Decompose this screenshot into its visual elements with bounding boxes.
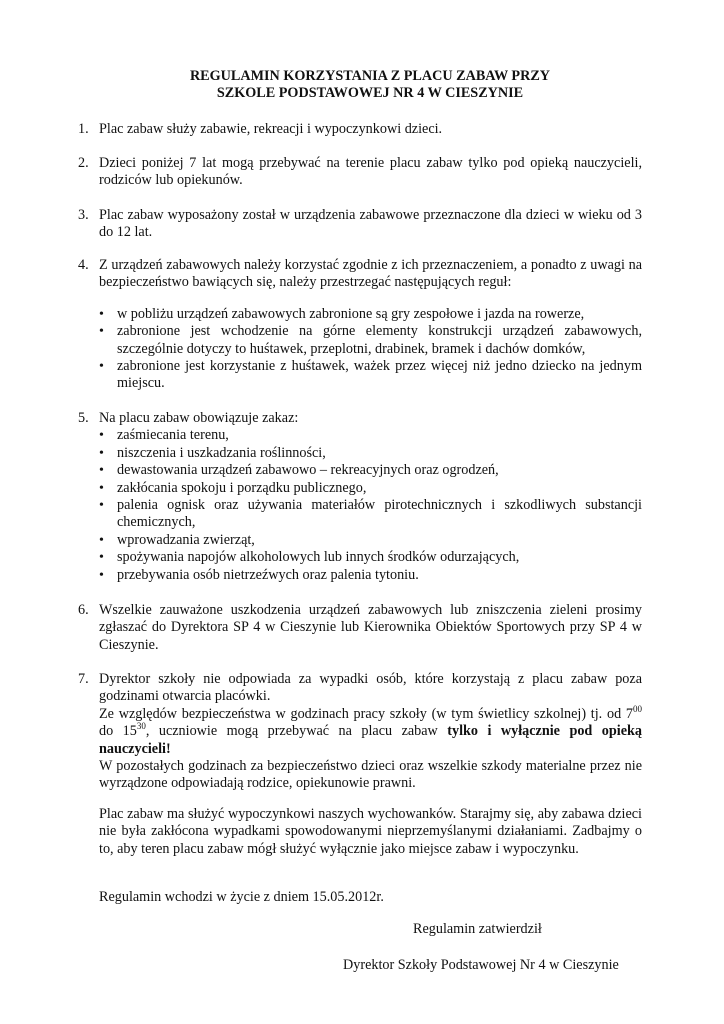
rule-item-7 [72, 671, 642, 793]
bullet-item: • przebywania osób nietrzeźwych oraz palenia tytoniu. [99, 567, 642, 584]
bullet-item: • zakłócania spokoju i porządku publicznego, [99, 480, 642, 497]
rule-text: Z urządzeń zabawowych należy korzystać zgodnie z ich przeznaczeniem, a ponadto z uwagi na bezpieczeństwo bawiących się, należy przestrzegać następujących reguł: [99, 257, 642, 291]
bullet-item: • wprowadzania zwierząt, [99, 532, 642, 549]
rule-number: 6. [78, 602, 89, 618]
rule-5-bullet-list [99, 427, 642, 584]
rule-number: 1. [78, 121, 89, 137]
bullet-item: • palenia ognisk oraz używania materiałów pirotechnicznych i szkodliwych substancji chemicznych, [99, 497, 642, 532]
rule-text: Na placu zabaw obowiązuje zakaz: [99, 410, 299, 426]
rule-item-3 [72, 207, 642, 242]
rule-7-paragraph-2: Ze względów bezpieczeństwa w godzinach pracy szkoły (w tym świetlicy szkolnej) tj. od $7^{00}$ do $15^{30}$, uczniowie mogą przebywać na placu zabaw tylko i wyłącznie pod opieką nauczycieli! [99, 703, 642, 757]
rule-number: 7. [78, 671, 89, 687]
approval-label: Regulamin zatwierdził [413, 921, 542, 937]
title-line-2: SZKOLE PODSTAWOWEJ NR 4 W CIESZYNIE [216, 85, 524, 102]
bullet-item: • w pobliżu urządzeń zabawowych zabronione są gry zespołowe i jazda na rowerze, [99, 306, 642, 323]
rule-7-paragraph-1: Dyrektor szkoły nie odpowiada za wypadki osób, które korzystają z placu zabaw poza godzinami otwarcia placówki. [99, 671, 642, 705]
rule-text: Plac zabaw służy zabawie, rekreacji i wypoczynkowi dzieci. [99, 121, 443, 137]
rule-item-1 [72, 121, 642, 138]
hour-superscript: 00 [633, 703, 642, 714]
bullet-item: • zabronione jest korzystanie z huśtawek, ważek przez więcej niż jedno dziecko na jednym miejscu. [99, 358, 642, 393]
rule-item-5 [72, 410, 642, 584]
hour-superscript: 30 [136, 721, 146, 732]
effective-date: Regulamin wchodzi w życie z dniem 15.05.2012r. [99, 889, 384, 905]
rule-text: Wszelkie zauważone uszkodzenia urządzeń zabawowych lub zniszczenia zieleni prosimy zgłaszać do Dyrektora SP 4 w Cieszynie lub Kierownika Obiektów Sportowych przy SP 4 w Cieszynie. [99, 602, 642, 653]
rule-7-paragraph-3: W pozostałych godzinach za bezpieczeństwo dzieci oraz wszelkie szkody materialne przez nie wyrządzone odpowiadają rodzice, opiekunowie prawni. [99, 758, 642, 792]
bullet-item: • dewastowania urządzeń zabawowo – rekreacyjnych oraz ogrodzeń, [99, 462, 642, 479]
director-signature: Dyrektor Szkoły Podstawowej Nr 4 w Cieszynie [343, 957, 619, 973]
rule-item-4 [72, 257, 642, 393]
rule-number: 2. [78, 155, 89, 171]
rule-number: 5. [78, 410, 89, 426]
bullet-item: • zaśmiecania terenu, [99, 427, 642, 444]
document-title [100, 68, 640, 102]
bullet-item: • niszczenia i uszkadzania roślinności, [99, 445, 642, 462]
closing-paragraph: Plac zabaw ma służyć wypoczynkowi naszych wychowanków. Starajmy się, aby zabawa dzieci nie była zakłócona wypadkami spowodowanymi nieprzemyślanymi działaniami. Zadbajmy o to, aby teren placu zabaw mógł służyć wyłącznie jako miejsce zabaw i wypoczynku. [99, 806, 642, 857]
bullet-item: • zabronione jest wchodzenie na górne elementy konstrukcji urządzeń zabawowych, szczególnie dotyczy to huśtawek, przeplotni, drabinek, bramek i dachów domków, [99, 323, 642, 358]
rule-number: 4. [78, 257, 89, 273]
rule-item-6 [72, 602, 642, 654]
rule-item-2 [72, 155, 642, 190]
rule-text: Plac zabaw wyposażony został w urządzenia zabawowe przeznaczone dla dzieci w wieku od 3 do 12 lat. [99, 207, 642, 241]
rule-number: 3. [78, 207, 89, 223]
emphasis-text: tylko i wyłącznie pod opieką nauczycieli! [99, 723, 642, 757]
rule-4-bullet-list [99, 306, 642, 393]
title-line-1: REGULAMIN KORZYSTANIA Z PLACU ZABAW PRZY [189, 68, 551, 84]
rule-text: Dzieci poniżej 7 lat mogą przebywać na terenie placu zabaw tylko pod opieką nauczycieli, rodziców lub opiekunów. [99, 155, 642, 189]
bullet-item: • spożywania napojów alkoholowych lub innych środków odurzających, [99, 549, 642, 566]
